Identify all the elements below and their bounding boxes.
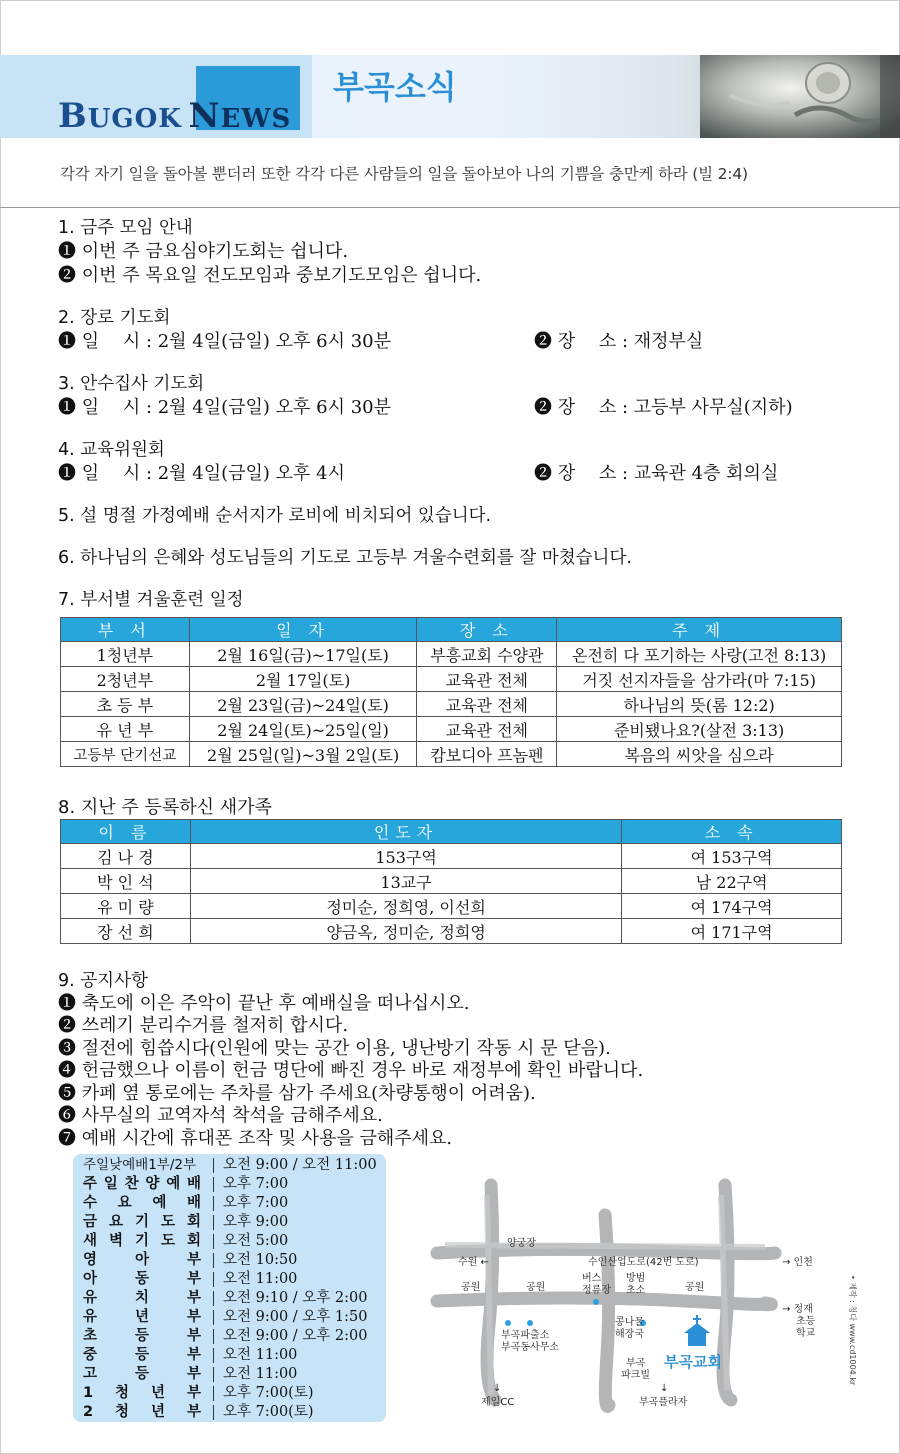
table-header: 인도자 [190,820,621,844]
schedule-name: 중 등 부 [83,1347,201,1363]
table-row [61,894,842,919]
table-header: 일 자 [189,618,417,642]
map-label-park: 공원 [526,1282,546,1293]
cell: 2월 23일(금)~24일(토) [189,692,417,717]
section-4-title: 4. 교육위원회 [58,440,165,460]
section-4-where: ❷ 장 소 : 교육관 4층 회의실 [534,463,779,484]
cell: 2청년부 [61,667,190,692]
map-label-suwon: 수원 ← [458,1257,489,1268]
schedule-name: 주 일 찬 양 예 배 [83,1176,201,1192]
logo: BUGOK NEWS [58,96,292,136]
schedule-name: 1 청 년 부 [83,1385,201,1401]
section-3-where: ❷ 장 소 : 고등부 사무실(지하) [534,397,793,418]
schedule-separator [213,1386,214,1401]
map-label-jeil: 제일CC [481,1397,515,1408]
schedule-separator [213,1367,214,1382]
schedule-separator [213,1348,214,1363]
section-3-when: ❶ 일 시 : 2월 4일(금일) 오후 6시 30분 [58,397,392,418]
cell: 여 153구역 [622,844,842,869]
map-label-park: 공원 [461,1282,481,1293]
section-8-title: 8. 지난 주 등록하신 새가족 [58,797,272,818]
cell: 정미순, 정희영, 이선희 [190,894,621,919]
table-header: 부 서 [61,618,190,642]
cell: 여 171구역 [622,919,842,944]
winter-training-table [60,617,842,767]
section-4-when: ❶ 일 시 : 2월 4일(금일) 오후 4시 [58,463,346,484]
schedule-separator [213,1405,214,1420]
schedule-name: 초 등 부 [83,1328,201,1344]
schedule-row [83,1270,383,1289]
section-9-title: 9. 공지사항 [58,971,148,991]
schedule-separator [213,1196,214,1211]
map-label-yanggungjang: 양궁장 [507,1238,536,1249]
schedule-name: 영 아 부 [83,1252,201,1268]
schedule-separator [213,1158,214,1173]
table-row [61,919,842,944]
cell: 교육관 전체 [417,667,557,692]
schedule-time: 오후 7:00 [223,1195,289,1211]
table-row [61,692,842,717]
section-5: 5. 설 명절 가정예배 순서지가 로비에 비치되어 있습니다. [58,506,492,526]
table-row [61,742,842,767]
map-label-bus-stop: 버스 정류장 [582,1273,611,1296]
church-map [425,1175,845,1415]
schedule-row [83,1194,383,1213]
table-row [61,642,842,667]
schedule-time: 오전 9:00 / 오후 2:00 [223,1328,368,1344]
schedule-separator [213,1291,214,1306]
schedule-name: 아 동 부 [83,1271,201,1287]
section-2-where: ❷ 장 소 : 재정부실 [534,331,704,352]
header-photo [700,55,900,138]
notices [58,970,643,1150]
map-label-parkville: 부곡 파크빌 [621,1358,650,1381]
cell: 교육관 전체 [417,692,557,717]
schedule-time: 오전 10:50 [223,1252,298,1268]
cell: 캄보디아 프놈펜 [417,742,557,767]
schedule-row [83,1308,383,1327]
schedule-time: 오전 5:00 [223,1233,289,1249]
cell: 하나님의 뜻(롬 12:2) [557,692,842,717]
notice-item: ❷ 쓰레기 분리수거를 철저히 합시다. [58,1015,349,1036]
table-header: 소 속 [622,820,842,844]
schedule-name: 금 요 기 도 회 [83,1214,201,1230]
map-label-police: 부곡파출소 부곡동사무소 [501,1330,559,1353]
schedule-separator [213,1234,214,1249]
cell: 2월 16일(금)~17일(토) [189,642,417,667]
schedule-time: 오전 9:10 / 오후 2:00 [223,1290,368,1306]
schedule-name: 새 벽 기 도 회 [83,1233,201,1249]
cell: 초 등 부 [61,692,190,717]
schedule-row [83,1213,383,1232]
map-label-incheon: → 인천 [782,1257,813,1268]
schedule-time: 오후 7:00 [223,1176,289,1192]
section-3-title: 3. 안수집사 기도회 [58,374,205,394]
schedule-time: 오후 7:00(토) [223,1385,314,1401]
schedule-separator [213,1215,214,1230]
schedule-name: 2 청 년 부 [83,1404,201,1420]
new-family-table [60,819,842,944]
cell: 2월 25일(일)~3월 2일(토) [189,742,417,767]
schedule-time: 오전 11:00 [223,1366,298,1382]
schedule-name: 고 등 부 [83,1366,201,1382]
cell: 김 나 경 [61,844,191,869]
map-arrow-down: ↓ [493,1383,502,1394]
map-label-road: 수인산업도로(42번 도로) [588,1257,699,1268]
notice-item: ❹ 헌금했으나 이름이 헌금 명단에 빠진 경우 바로 재정부에 확인 바랍니다. [58,1060,644,1081]
table-row [61,869,842,894]
table-header: 주 제 [557,618,842,642]
schedule-name: 수 요 예 배 [83,1195,201,1211]
cell: 부흥교회 수양관 [417,642,557,667]
cell: 유 미 량 [61,894,191,919]
schedule-row [83,1365,383,1384]
divider [0,207,900,208]
schedule-separator [213,1272,214,1287]
schedule-name: 주일낮예배1부/2부 [83,1157,197,1173]
section-2-when: ❶ 일 시 : 2월 4일(금일) 오후 6시 30분 [58,331,392,352]
cell: 복음의 씨앗을 심으라 [557,742,842,767]
table-row [61,667,842,692]
map-label-school: → 정재 초등 학교 [782,1304,816,1339]
cell: 박 인 석 [61,869,191,894]
cell: 양금옥, 정미순, 정희영 [190,919,621,944]
section-1-title: 1. 금주 모임 안내 [58,218,193,238]
cell: 유 년 부 [61,717,190,742]
section-6: 6. 하나님의 은혜와 성도님들의 기도로 고등부 겨울수련회를 잘 마쳤습니다. [58,548,632,568]
cell: 1청년부 [61,642,190,667]
notice-item: ❻ 사무실의 교역자석 착석을 금해주세요. [58,1105,383,1126]
table-header: 이 름 [61,820,191,844]
map-label-crime-post: 방범 초소 [626,1273,646,1296]
notice-item: ❸ 절전에 힘씁시다(인원에 맞는 공간 이용, 냉난방기 작동 시 문 닫음). [58,1037,611,1059]
cell: 여 174구역 [622,894,842,919]
section-1-item: ❶ 이번 주 금요심야기도회는 쉽니다. [58,241,349,262]
table-header: 장 소 [417,618,557,642]
cell: 거짓 선지자들을 삼가라(마 7:15) [557,667,842,692]
map-arrow-down: ↓ [660,1383,669,1394]
schedule-row [83,1251,383,1270]
schedule-row [83,1175,383,1194]
cell: 고등부 단기선교 [61,742,190,767]
schedule-row [83,1384,383,1403]
schedule-time: 오전 9:00 / 오전 11:00 [223,1157,377,1173]
schedule-separator [213,1329,214,1344]
map-label-plaza: 부곡플라자 [639,1397,688,1408]
cell: 준비됐나요?(살전 3:13) [557,717,842,742]
notice-item: ❺ 카페 옆 통로에는 주차를 삼가 주세요(차량통행이 어려움). [58,1082,536,1104]
schedule-time: 오후 9:00 [223,1214,289,1230]
map-label-kongnamul: 콩나물 해장국 [615,1317,644,1340]
schedule-row [83,1289,383,1308]
schedule-row [83,1403,383,1422]
cell: 남 22구역 [622,869,842,894]
schedule-time: 오전 11:00 [223,1347,298,1363]
news-content [58,216,848,612]
section-2-title: 2. 장로 기도회 [58,308,171,328]
cell: 2월 17일(토) [189,667,417,692]
page-title: 부곡소식 [333,68,457,106]
schedule-row [83,1346,383,1365]
notice-item: ❼ 예배 시간에 휴대폰 조작 및 사용을 금해주세요. [58,1127,453,1149]
notice-item: ❶ 축도에 이은 주악이 끝난 후 예배실을 떠나십시오. [58,992,470,1014]
map-label-park: 공원 [685,1282,705,1293]
section-7-title: 7. 부서별 겨울훈련 일정 [58,590,244,610]
schedule-name: 유 치 부 [83,1290,201,1306]
table-row [61,717,842,742]
schedule-time: 오전 9:00 / 오후 1:50 [223,1309,368,1325]
map-label-church: 부곡교회 [664,1353,722,1371]
table-row [61,844,842,869]
schedule-separator [213,1177,214,1192]
section-1-item: ❷ 이번 주 목요일 전도모임과 중보기도모임은 쉽니다. [58,265,482,286]
cell: 2월 24일(토)~25일(일) [189,717,417,742]
schedule-separator [213,1253,214,1268]
schedule-separator [213,1310,214,1325]
schedule-time: 오전 11:00 [223,1271,298,1287]
bible-verse: 각각 자기 일을 돌아볼 뿐더러 또한 각각 다른 사람들의 일을 돌아보아 나의 기쁨을 충만케 하라 (빌 2:4) [60,165,748,183]
cell: 교육관 전체 [417,717,557,742]
schedule-name: 유 년 부 [83,1309,201,1325]
schedule-row [83,1156,383,1175]
schedule-row [83,1327,383,1346]
cell: 13교구 [190,869,621,894]
cell: 153구역 [190,844,621,869]
church-icon [684,1315,710,1346]
producer-credit: • 제작 : 청다 www.cd1004.kr [848,1275,857,1386]
cell: 온전히 다 포기하는 사랑(고전 8:13) [557,642,842,667]
schedule-row [83,1232,383,1251]
schedule-time: 오후 7:00(토) [223,1404,314,1420]
cell: 장 선 희 [61,919,191,944]
